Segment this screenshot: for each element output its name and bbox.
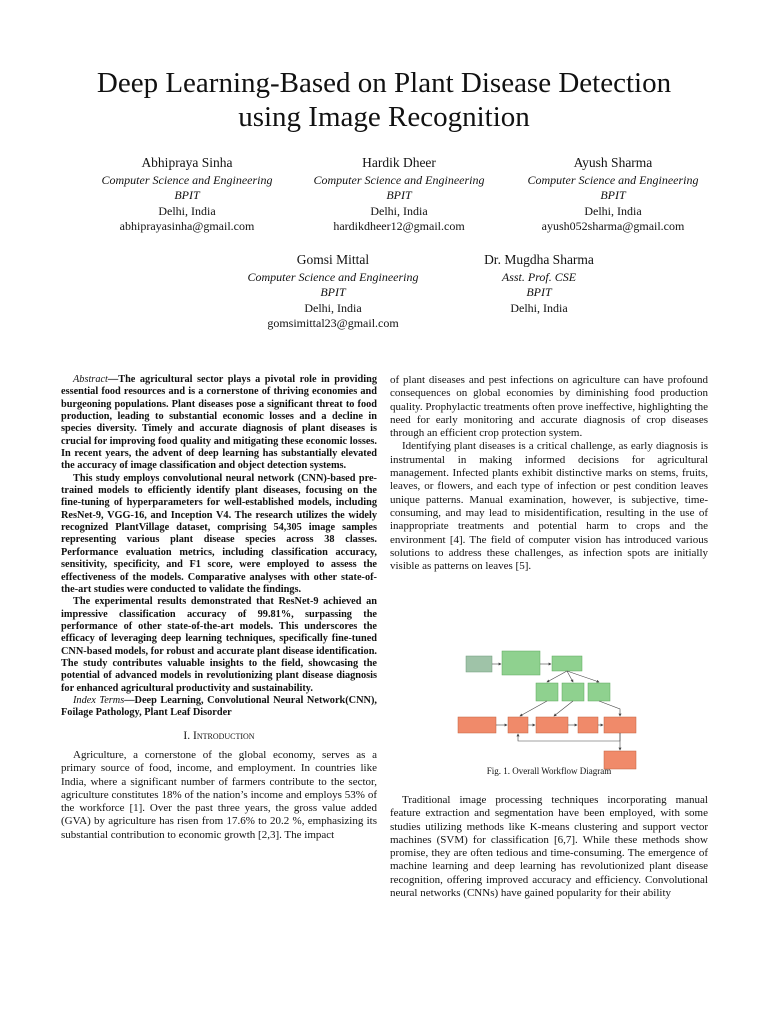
title-line-1: Deep Learning-Based on Plant Disease Detection xyxy=(96,67,672,99)
author-email: ayush052sharma@gmail.com xyxy=(541,219,685,233)
author-block-4 xyxy=(218,252,448,332)
author-affiliation: Computer Science and Engineering xyxy=(527,172,699,187)
author-location: Delhi, India xyxy=(510,300,568,315)
author-org: BPIT xyxy=(320,285,346,299)
author-block-1 xyxy=(72,155,302,235)
left-column xyxy=(61,374,377,842)
author-affiliation: Asst. Prof. CSE xyxy=(501,269,577,284)
author-name: Abhipraya Sinha xyxy=(141,155,233,170)
abstract-paragraph-2: This study employs convolutional neural network (CNN)-based pre-trained models to efficiently identify plant diseases, focusing on the fine-tuning of hyperparameters for well-established models, including ResNet-9, VGG-16, and Inception V4. The research utilizes the widely recognized PlantVillage dataset, comprising 54,305 image samples representing various plant disease species across 38 classes. Performance evaluation metrics, including classification accuracy, sensitivity, specificity, and F1 score, were employed to assess the effectiveness of the models. Comparative analyses with other state-of-the-art studies were conducted to validate the findings. xyxy=(61,472,377,595)
abstract-paragraph-3: The experimental results demonstrated that ResNet-9 achieved an impressive classification accuracy of 99.81%, surpassing the performance of other state-of-the-art models. This underscores the efficacy of leveraging deep learning techniques, specifically fine-tuned CNN-based models, for robust and accurate plant disease identification. The study contributes valuable insights to the field, showcasing the potential of advanced models in revolutionizing plant disease diagnosis for enhanced agricultural productivity and sustainability. xyxy=(61,596,377,694)
author-block-5 xyxy=(424,252,654,316)
author-name: Dr. Mugdha Sharma xyxy=(484,252,594,267)
abstract-label: Abstract xyxy=(73,374,108,385)
diagram-node xyxy=(466,656,492,672)
intro-paragraph-1-continued: of plant diseases and pest infections on agriculture can have profound consequences on global economies by diminishing food production quality. Prophylactic treatments often prove ineffective, highlighting the need for early monitoring and accurate diagnosis of crop diseases through an efficient crop protection system. xyxy=(390,374,708,440)
author-email: abhiprayasinha@gmail.com xyxy=(119,219,255,233)
intro-paragraph-1: Agriculture, a cornerstone of the global economy, serves as a primary source of food, income, and employment. In countries like India, where a significant number of farmers contribute to the sector, agriculture constitutes 18% of the nation’s income and employs 53% of the workforce [1]. Over the past three years, the gross value added (GVA) by agriculture has risen from 17.6% to 20.2 %, emphasizing its substantial contribution to economic growth [2,3]. The impact xyxy=(61,748,377,841)
author-location: Delhi, India xyxy=(158,203,216,218)
index-terms: —Deep Learning, Convolutional Neural Network(CNN), Foilage Pathology, Plant Leaf Disorder xyxy=(61,694,377,719)
diagram-edge xyxy=(599,701,620,716)
author-org: BPIT xyxy=(600,188,626,202)
diagram-node xyxy=(552,656,582,671)
author-affiliation: Computer Science and Engineering xyxy=(247,269,419,284)
section-heading-introduction: I. Introduction xyxy=(183,729,255,742)
author-location: Delhi, India xyxy=(584,203,642,218)
diagram-node xyxy=(588,683,610,701)
title-line-2: using Image Recognition xyxy=(238,101,530,133)
abstract xyxy=(61,374,377,720)
index-terms-label: Index Terms xyxy=(73,694,125,706)
author-location: Delhi, India xyxy=(304,300,362,315)
intro-paragraph-2: Identifying plant diseases is a critical challenge, as early diagnosis is instrumental in making informed decisions for agricultural management. Infected plants exhibit distinctive marks on stems, fruits, leaves, or flowers, and each type of infection or pest condition leaves unique patterns. Manual examination, however, is subjective, time-consuming, and may lead to misidentification, resulting in the use of inappropriate treatments and potential harm to crops and the environment [4]. The field of computer vision has introduced various solutions to address these challenges, as infection spots are initially visible as patterns on leaves [5]. xyxy=(390,440,708,573)
diagram-edge xyxy=(547,671,567,682)
intro-paragraph-3: Traditional image processing techniques incorporating manual feature extraction and segmentation have been employed, with some studies utilizing methods like K-means clustering and support vector machines (SVM) for classification [6,7]. While these methods show promise, they are often tedious and time-consuming. The emergence of machine learning and deep learning has revolutionized plant disease recognition, offering improved accuracy and efficiency. Convolutional neural networks (CNNs) have gained popularity for their ability xyxy=(390,794,708,900)
author-name: Hardik Dheer xyxy=(362,155,436,170)
abstract-paragraph-1: —The agricultural sector plays a pivotal role in providing essential food resources and is a cornerstone of thriving economies and burgeoning populations. Plant diseases pose a significant threat to food production, leading to substantial economic losses and a decline in species diversity. Timely and accurate diagnosis of plant diseases is crucial for improving food quality and mitigating these economic losses. In recent years, the advent of deep learning has substantially elevated the accuracy of image classification and object detection systems. xyxy=(61,374,377,472)
author-block-3 xyxy=(498,155,728,235)
author-email: hardikdheer12@gmail.com xyxy=(333,219,465,233)
author-affiliation: Computer Science and Engineering xyxy=(101,172,273,187)
right-column-lower xyxy=(390,794,708,900)
author-name: Gomsi Mittal xyxy=(296,252,370,267)
diagram-node xyxy=(508,717,528,733)
diagram-node xyxy=(536,717,568,733)
author-email: gomsimittal23@gmail.com xyxy=(267,316,399,330)
diagram-node xyxy=(502,651,540,675)
author-block-2 xyxy=(284,155,514,235)
paper-title xyxy=(0,66,768,134)
diagram-edge xyxy=(518,733,620,741)
diagram-node xyxy=(604,717,636,733)
author-org: BPIT xyxy=(386,188,412,202)
author-org: BPIT xyxy=(526,285,552,299)
right-column xyxy=(390,374,708,573)
figure-caption: Fig. 1. Overall Workflow Diagram xyxy=(486,766,612,776)
author-name: Ayush Sharma xyxy=(573,155,653,170)
diagram-node xyxy=(536,683,558,701)
diagram-node xyxy=(562,683,584,701)
author-location: Delhi, India xyxy=(370,203,428,218)
diagram-node xyxy=(578,717,598,733)
diagram-edge xyxy=(520,701,547,716)
diagram-node xyxy=(458,717,496,733)
author-org: BPIT xyxy=(174,188,200,202)
author-affiliation: Computer Science and Engineering xyxy=(313,172,485,187)
diagram-edge xyxy=(554,701,573,716)
